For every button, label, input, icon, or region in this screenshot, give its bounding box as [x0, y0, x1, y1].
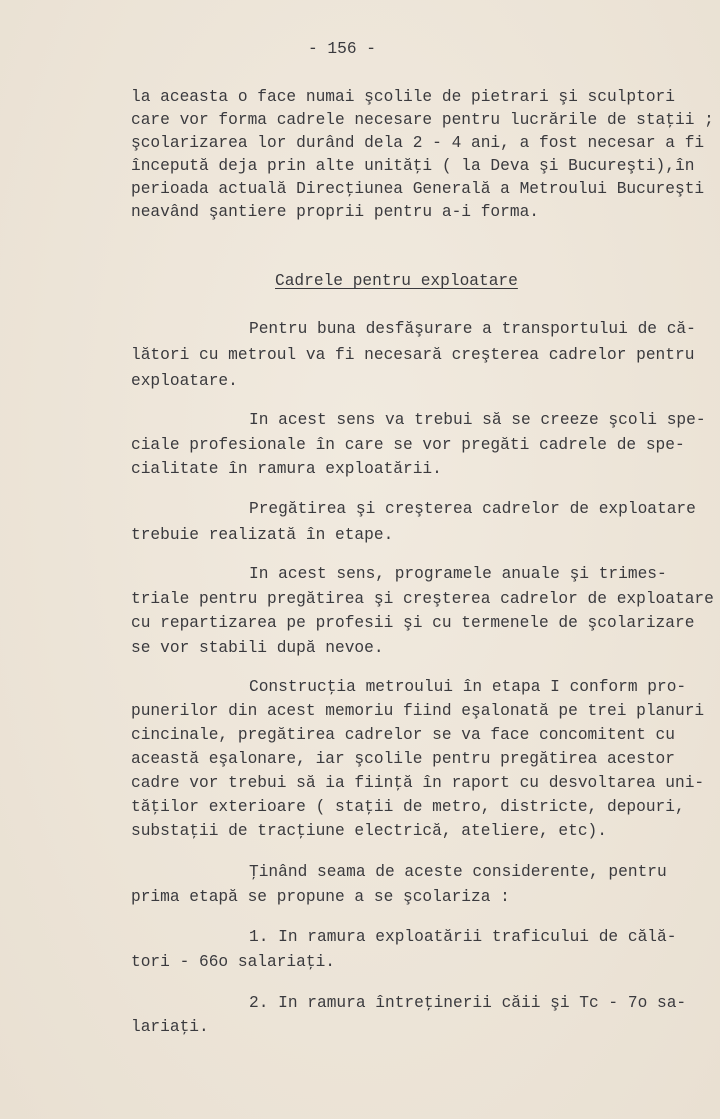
paragraph [131, 408, 706, 482]
text-line: şcolarizarea lor durând dela 2 - 4 ani, a fost necesar a fi [131, 134, 705, 152]
paragraph [131, 562, 714, 660]
text-line: cadre vor trebui să ia fiinţă în raport cu desvoltarea uni- [131, 774, 705, 792]
text-line: tori - 66o salariaţi. [131, 953, 335, 971]
text-line: tăţilor exterioare ( staţii de metro, districte, depouri, [131, 798, 685, 816]
paragraph [131, 991, 686, 1039]
paragraph [131, 925, 676, 975]
text-line: trebuie realizată în etape. [131, 526, 394, 544]
text-line: perioada actuală Direcţiunea Generală a Metroului Bucureşti [131, 180, 705, 198]
text-line: cu repartizarea pe profesii şi cu termenele de şcolarizare [131, 614, 695, 632]
paragraph [131, 316, 696, 394]
text-line: triale pentru pregătirea şi creşterea cadrelor de exploatare [131, 589, 714, 608]
text-line: la aceasta o face numai şcolile de pietrari şi sculptori [131, 88, 675, 106]
text-line: substaţii de tracţiune electrică, ateliere, etc). [131, 822, 607, 840]
text-line: punerilor din acest memoriu fiind eşalonată pe trei planuri [131, 702, 705, 720]
text-line: Pregătirea şi creşterea cadrelor de exploatare [249, 500, 696, 518]
text-line: ciale profesionale în care se vor pregăti cadrele de spe- [131, 435, 685, 454]
text-line: această eşalonare, iar şcolile pentru pregătirea acestor [131, 750, 675, 768]
text-line: lători cu metroul va fi necesară creşterea cadrelor pentru [131, 346, 695, 364]
text-line: prima etapă se propune a se şcolariza : [131, 888, 510, 906]
page-number: - 156 - [308, 40, 376, 58]
text-line: 1. In ramura exploatării traficului de călă- [249, 928, 677, 946]
text-line: se vor stabili după nevoe. [131, 638, 384, 657]
text-line: Pentru buna desfăşurare a transportului de că- [249, 320, 696, 338]
section-heading: Cadrele pentru exploatare [275, 272, 518, 290]
text-line: cincinale, pregătirea cadrelor se va face concomitent cu [131, 726, 675, 744]
text-line: 2. In ramura întreţinerii căii şi Tc - 7o sa- [249, 994, 687, 1012]
paragraph [131, 675, 704, 843]
text-line: exploatare. [131, 372, 238, 390]
text-line: Ţinând seama de aceste considerente, pentru [249, 863, 667, 881]
text-line: In acest sens, programele anuale şi trimes- [249, 565, 667, 583]
text-line: Construcţia metroului în etapa I conform pro- [249, 678, 687, 696]
text-line: neavând şantiere proprii pentru a-i forma. [131, 203, 539, 221]
text-line: care vor forma cadrele necesare pentru lucrările de staţii ; [131, 111, 714, 129]
paragraph [131, 86, 714, 224]
text-line: cialitate în ramura exploatării. [131, 460, 442, 478]
text-line: In acest sens va trebui să se creeze şcoli spe- [249, 411, 706, 429]
text-line: începută deja prin alte unităţi ( la Deva şi Bucureşti),în [131, 157, 695, 175]
paragraph [131, 496, 696, 548]
text-line: lariaţi. [131, 1018, 209, 1036]
paragraph [131, 860, 667, 910]
